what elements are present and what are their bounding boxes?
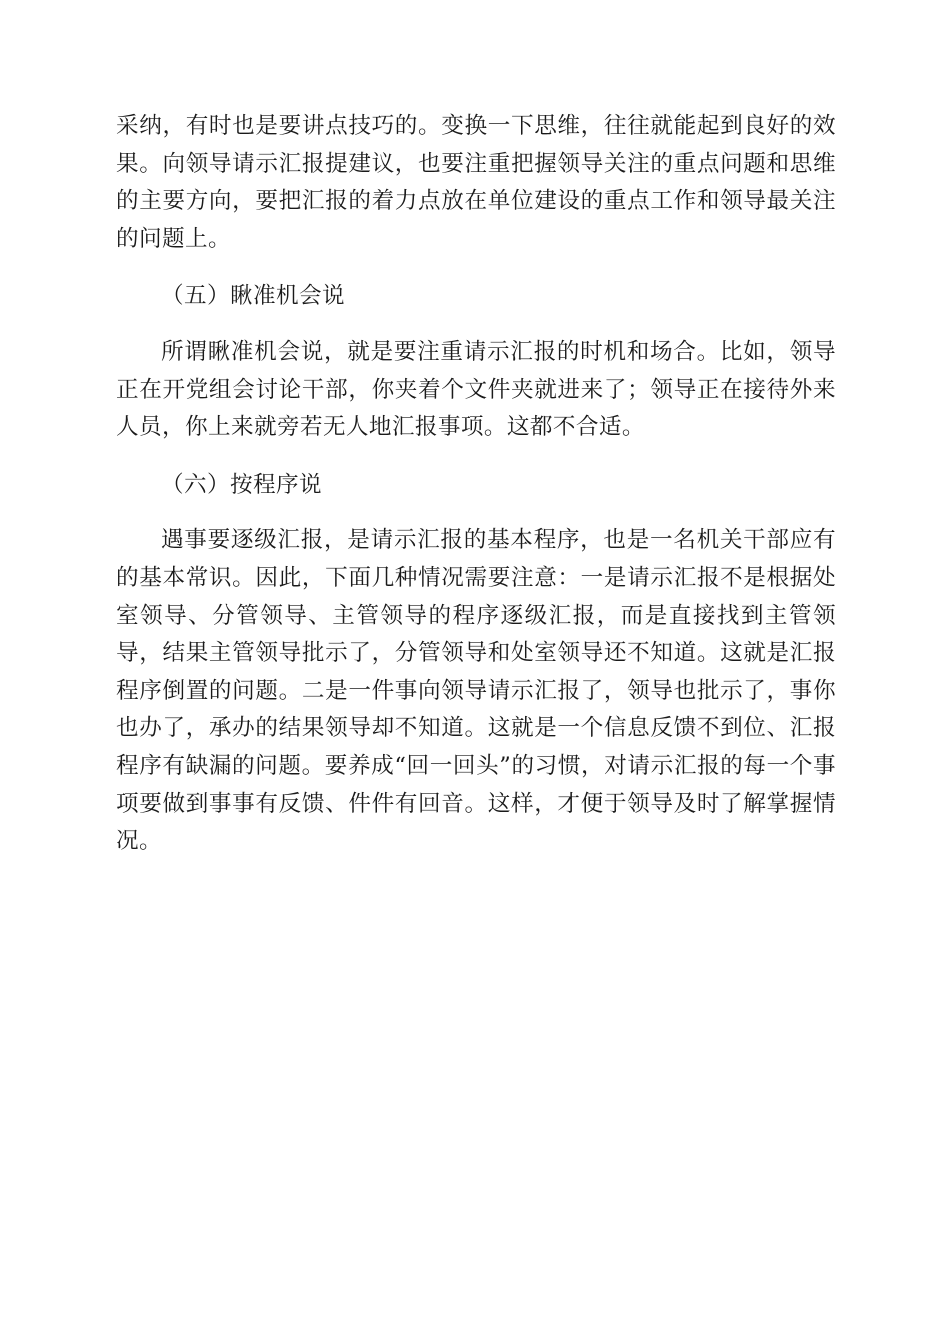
- paragraph-continued: 采纳，有时也是要讲点技巧的。变换一下思维，往往就能起到良好的效果。向领导请示汇报提建议，也要注重把握领导关注的重点问题和思维的主要方向，要把汇报的着力点放在单位建设的重点工作和领导最关注的问题上。: [116, 113, 836, 252]
- paragraph-procedure: 遇事要逐级汇报，是请示汇报的基本程序，也是一名机关干部应有的基本常识。因此，下面几种情况需要注意：一是请示汇报不是根据处室领导、分管领导、主管领导的程序逐级汇报，而是直接找到主管领导，结果主管领导批示了，分管领导和处室领导还不知道。这就是汇报程序倒置的问题。二是一件事向领导请示汇报了，领导也批示了，事你也办了，承办的结果领导却不知道。这就是一个信息反馈不到位、汇报程序有缺漏的问题。要养成“回一回头”的习惯，对请示汇报的每一个事项要做到事事有反馈、件件有回音。这样，才便于领导及时了解掌握情况。: [116, 527, 836, 855]
- paragraph-timing: 所谓瞅准机会说，就是要注重请示汇报的时机和场合。比如，领导正在开党组会讨论干部，你夹着个文件夹就进来了；领导正在接待外来人员，你上来就旁若无人地汇报事项。这都不合适。: [116, 338, 836, 441]
- document-body: [116, 108, 836, 881]
- section-heading-six: （六）按程序说: [161, 471, 322, 498]
- section-heading-five: （五）瞅准机会说: [161, 283, 345, 310]
